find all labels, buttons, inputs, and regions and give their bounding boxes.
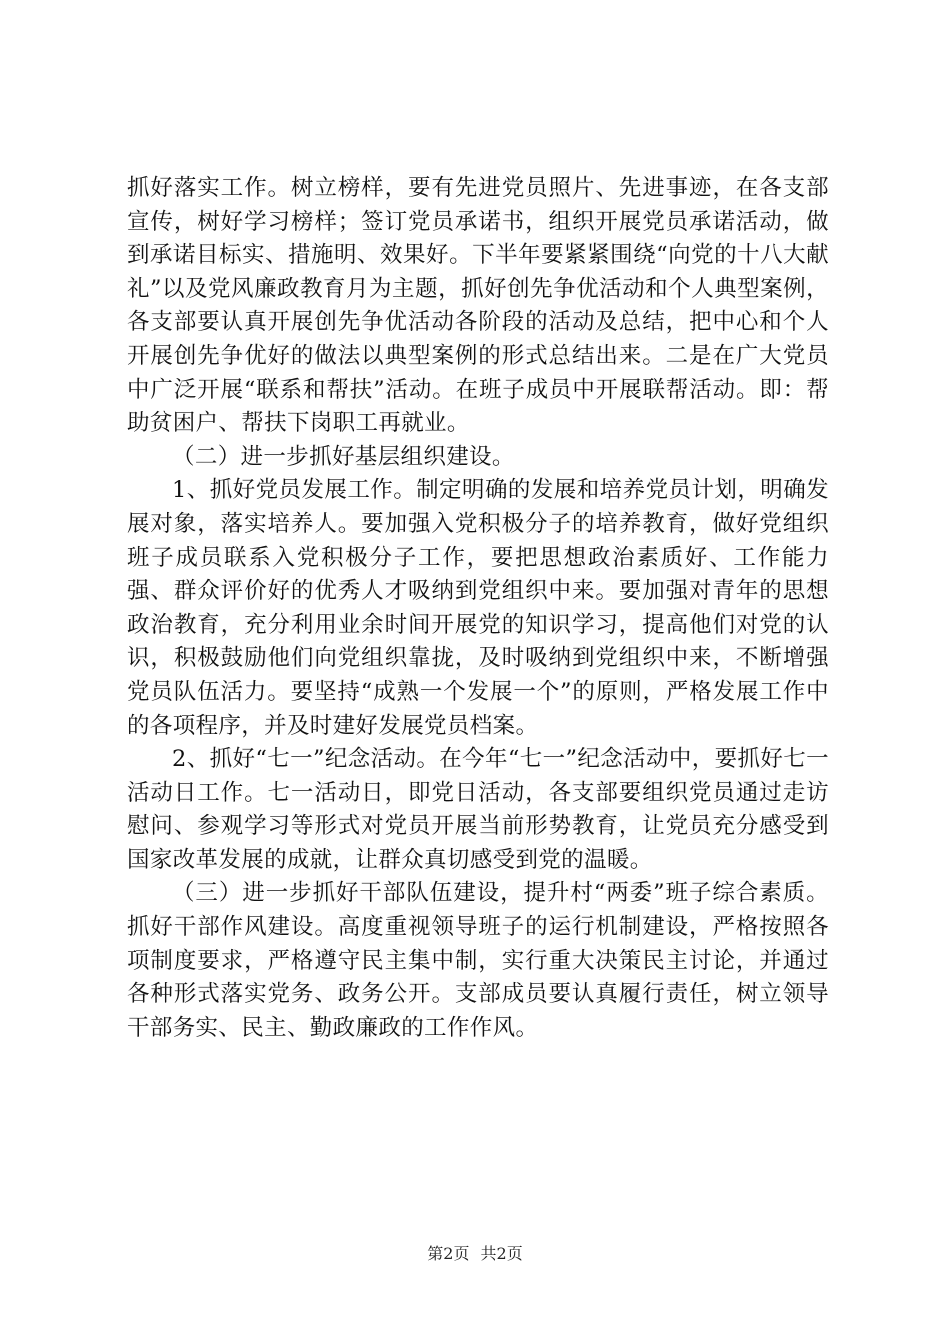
- page-number: 第2页: [427, 1244, 470, 1263]
- document-body: [127, 172, 829, 1045]
- paragraph-continuation: 抓好落实工作。树立榜样，要有先进党员照片、先进事迹，在各支部宣传，树好学习榜样；签订党员承诺书，组织开展党员承诺活动，做到承诺目标实、措施明、效果好。下半年要紧紧围绕“向党的十八大献礼”以及党风廉政教育月为主题，抓好创先争优活动和个人典型案例，各支部要认真开展创先争优活动各阶段的活动及总结，把中心和个人开展创先争优好的做法以典型案例的形式总结出来。二是在广大党员中广泛开展“联系和帮扶”活动。在班子成员中开展联帮活动。即：帮助贫困户、帮扶下岗职工再就业。: [127, 175, 829, 437]
- paragraph-item-2: 2、抓好“七一”纪念活动。在今年“七一”纪念活动中，要抓好七一活动日工作。七一活动日，即党日活动，各支部要组织党员通过走访慰问、参观学习等形式对党员开展当前形势教育，让党员充分感受到国家改革发展的成就，让群众真切感受到党的温暖。: [127, 746, 829, 873]
- section-paragraph-3: （三）进一步抓好干部队伍建设，提升村“两委”班子综合素质。抓好干部作风建设。高度重视领导班子的运行机制建设，严格按照各项制度要求，严格遵守民主集中制，实行重大决策民主讨论，并通过各种形式落实党务、政务公开。支部成员要认真履行责任，树立领导干部务实、民主、勤政廉政的工作作风。: [127, 880, 829, 1041]
- page-footer: [0, 1244, 950, 1264]
- paragraph-item-1: 1、抓好党员发展工作。制定明确的发展和培养党员计划，明确发展对象，落实培养人。要加强入党积极分子的培养教育，做好党组织班子成员联系入党积极分子工作，要把思想政治素质好、工作能力强、群众评价好的优秀人才吸纳到党组织中来。要加强对青年的思想政治教育，充分利用业余时间开展党的知识学习，提高他们对党的认识，积极鼓励他们向党组织靠拢，及时吸纳到党组织中来，不断增强党员队伍活力。要坚持“成熟一个发展一个”的原则，严格发展工作中的各项程序，并及时建好发展党员档案。: [127, 477, 829, 739]
- section-heading-2: （二）进一步抓好基层组织建设。: [172, 443, 515, 470]
- page-total: 共2页: [480, 1244, 523, 1263]
